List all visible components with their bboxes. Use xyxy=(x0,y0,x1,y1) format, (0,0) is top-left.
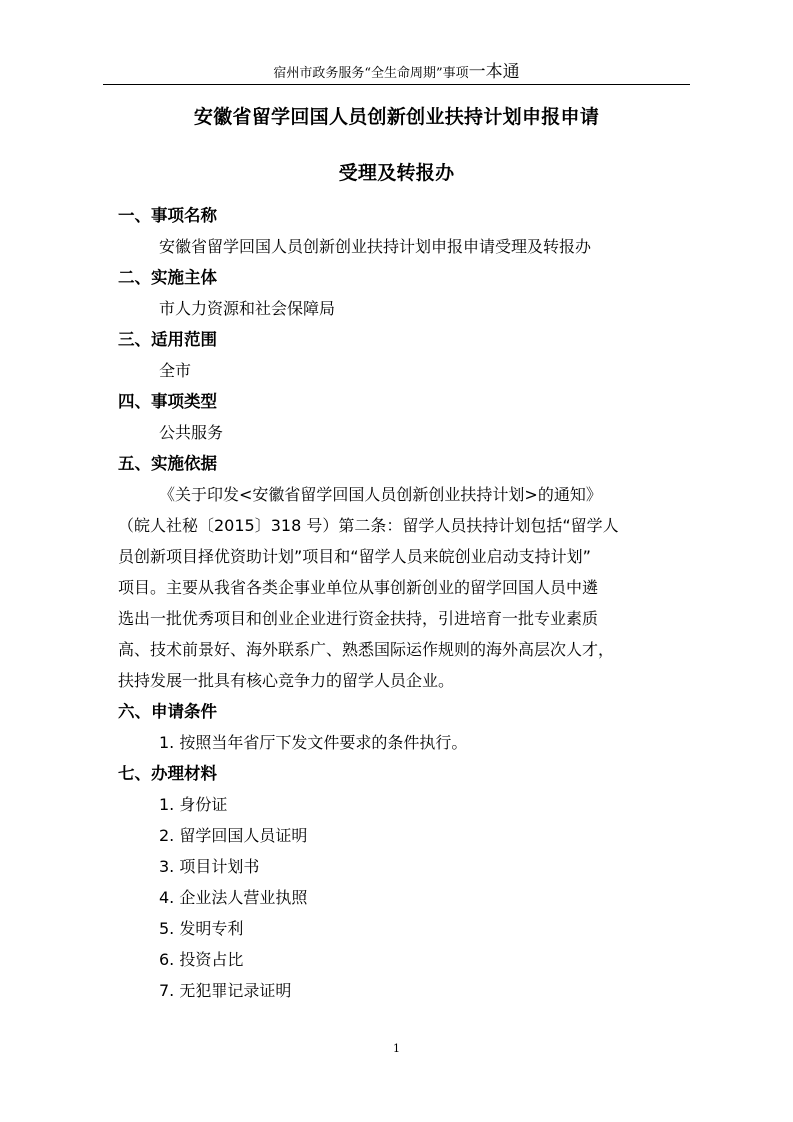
section-heading-materials: 七、办理材料 xyxy=(118,764,217,783)
list-item: 1. 身份证 xyxy=(159,795,228,814)
section-text-implementing-body: 市人力资源和社会保障局 xyxy=(159,299,336,318)
page-header xyxy=(0,60,793,84)
section-heading-scope: 三、适用范围 xyxy=(118,330,217,349)
basis-line: 《关于印发<安徽省留学回国人员创新创业扶持计划>的通知》 xyxy=(159,485,602,504)
basis-line: 扶持发展一批具有核心竞争力的留学人员企业。 xyxy=(118,671,455,690)
list-item: 7. 无犯罪记录证明 xyxy=(159,981,292,1000)
list-item: 4. 企业法人营业执照 xyxy=(159,888,308,907)
section-heading-conditions: 六、申请条件 xyxy=(118,702,217,721)
document-title-line-1: 安徽省留学回国人员创新创业扶持计划申报申请 xyxy=(193,106,600,128)
section-text-item-name: 安徽省留学回国人员创新创业扶持计划申报申请受理及转报办 xyxy=(159,237,592,256)
basis-line: 项目。主要从我省各类企事业单位从事创新创业的留学回国人员中遴 xyxy=(118,578,599,597)
section-text-scope: 全市 xyxy=(159,361,192,380)
list-item: 2. 留学回国人员证明 xyxy=(159,826,308,845)
section-text-conditions: 1. 按照当年省厅下发文件要求的条件执行。 xyxy=(159,733,468,752)
materials-list xyxy=(118,789,678,1006)
list-item: 3. 项目计划书 xyxy=(159,857,260,876)
section-heading-item-type: 四、事项类型 xyxy=(118,392,217,411)
document-body xyxy=(118,200,678,1006)
section-heading-implementing-body: 二、实施主体 xyxy=(118,268,217,287)
section-text-item-type: 公共服务 xyxy=(159,423,224,442)
header-prefix: 宿州市政务服务“全生命周期”事项 xyxy=(273,66,469,81)
basis-line: 高、技术前景好、海外联系广、熟悉国际运作规则的海外高层次人才， xyxy=(118,640,615,659)
section-text-legal-basis xyxy=(118,479,678,696)
page-number: 1 xyxy=(393,1042,400,1055)
section-heading-legal-basis: 五、实施依据 xyxy=(118,454,217,473)
basis-line: 选出一批优秀项目和创业企业进行资金扶持，引进培育一批专业素质 xyxy=(118,609,599,628)
document-title-line-2: 受理及转报办 xyxy=(338,162,455,184)
list-item: 5. 发明专利 xyxy=(159,919,244,938)
header-suffix: 一本通 xyxy=(468,62,520,82)
basis-line: 员创新项目择优资助计划”项目和“留学人员来皖创业启动支持计划” xyxy=(118,547,591,566)
list-item: 6. 投资占比 xyxy=(159,950,244,969)
basis-line: （皖人社秘〔2015〕318 号）第二条：留学人员扶持计划包括“留学人 xyxy=(118,516,619,535)
section-heading-item-name: 一、事项名称 xyxy=(118,206,217,225)
header-divider xyxy=(103,84,690,85)
